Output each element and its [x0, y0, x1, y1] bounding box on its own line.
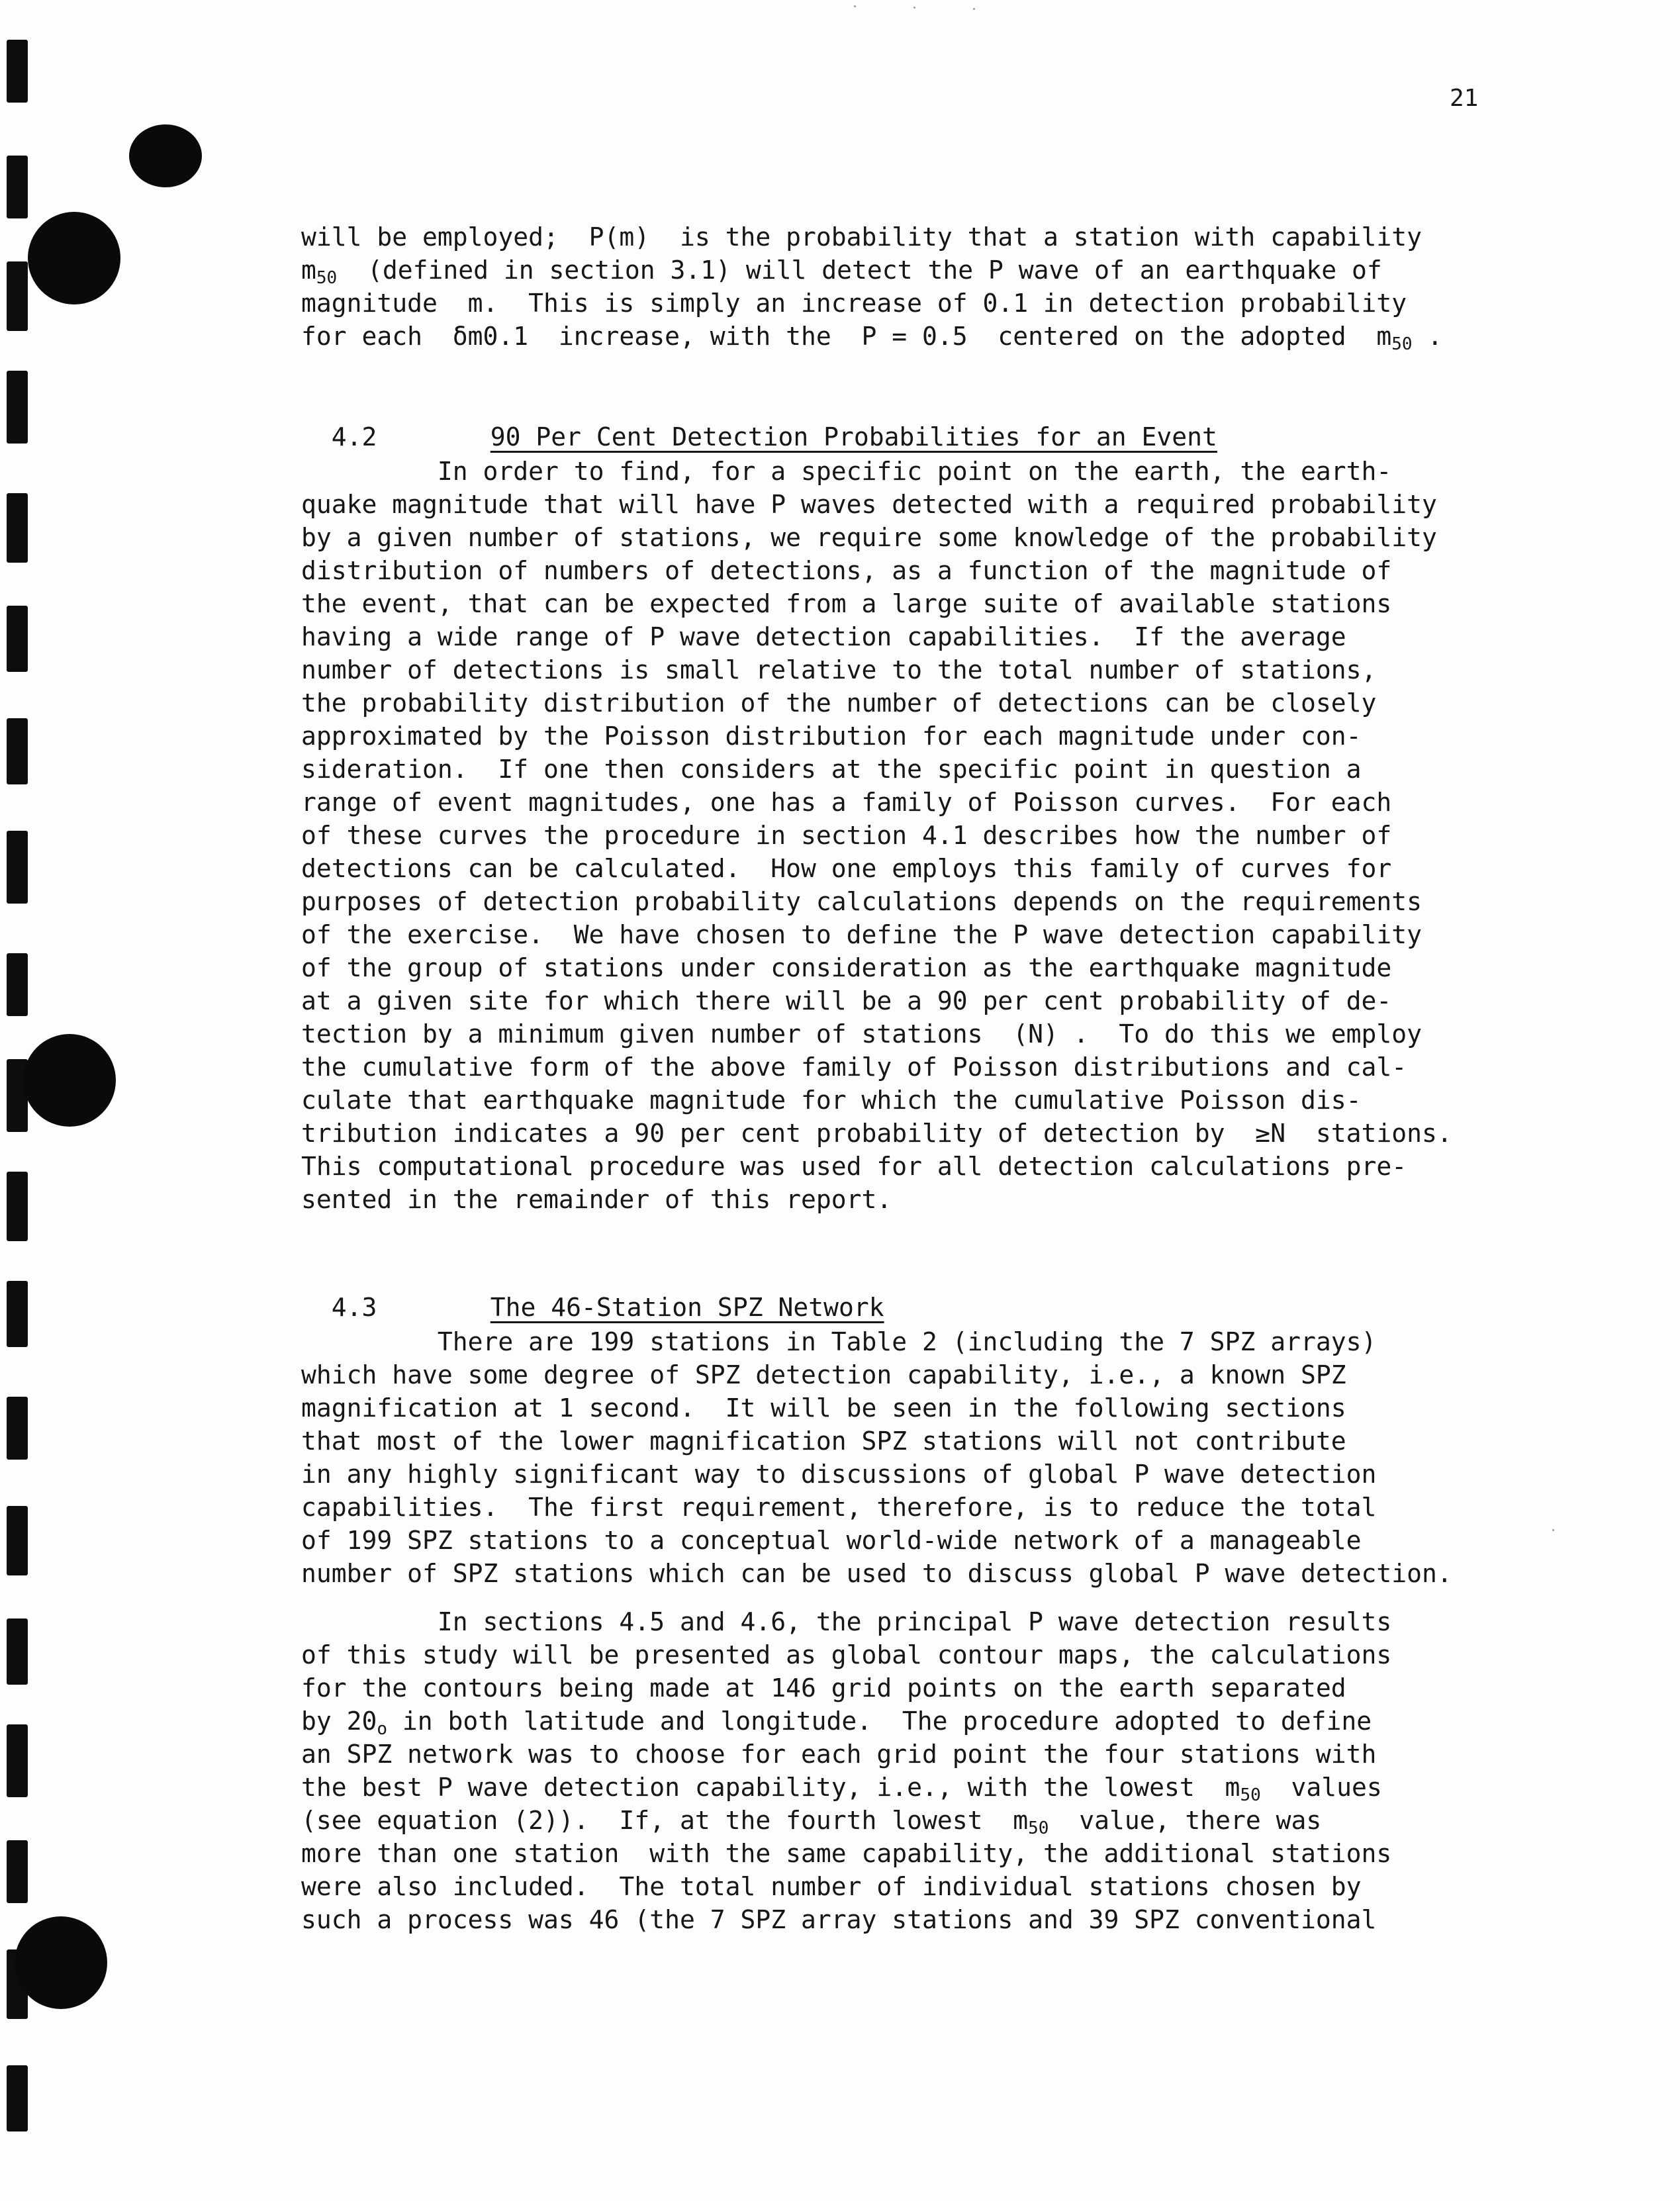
text-line: magnitude m. This is simply an increase of 0.1 in detection probability [301, 289, 1407, 318]
text-line [301, 1804, 1391, 1837]
text-line: sented in the remainder of this report. [301, 1185, 892, 1214]
text-line: of this study will be presented as global contour maps, the calculations [301, 1640, 1392, 1669]
text-line: range of event magnitudes, one has a family of Poisson curves. For each [301, 788, 1392, 817]
text-line: an SPZ network was to choose for each grid point the four stations with [301, 1740, 1377, 1769]
text-line: magnification at 1 second. It will be seen in the following sections [301, 1393, 1346, 1423]
text-line: tribution indicates a 90 per cent probability of detection by ≥N stations. [301, 1119, 1452, 1148]
text-line: having a wide range of P wave detection capabilities. If the average [301, 622, 1346, 651]
text-line: tection by a minimum given number of stations (N) . To do this we employ [301, 1019, 1422, 1049]
text-line: of 199 SPZ stations to a conceptual world-wide network of a manageable [301, 1526, 1362, 1555]
text-line: There are 199 stations in Table 2 (including the 7 SPZ arrays) [301, 1327, 1377, 1356]
section-heading-4-2 [301, 387, 1217, 453]
text-line: of the group of stations under consideration as the earthquake magnitude [301, 953, 1392, 982]
punch-hole [23, 1034, 116, 1127]
text-line: detections can be calculated. How one employs this family of curves for [301, 854, 1392, 883]
text-segment: m [301, 256, 316, 285]
subscript: 50 [316, 268, 338, 288]
text-line: In sections 4.5 and 4.6, the principal P wave detection results [301, 1607, 1392, 1636]
text-line: of the exercise. We have chosen to define the P wave detection capability [301, 920, 1422, 949]
text-line: by a given number of stations, we require some knowledge of the probability [301, 523, 1437, 552]
text-segment: (see equation (2)). If, at the fourth lowest m [301, 1806, 1029, 1835]
text-segment: in both latitude and longitude. The procedure adopted to define [387, 1707, 1372, 1736]
text-line [301, 1705, 1391, 1738]
text-segment: values [1260, 1773, 1382, 1802]
text-line [301, 1771, 1391, 1804]
text-line: the event, that can be expected from a large suite of available stations [301, 589, 1392, 618]
text-line: more than one station with the same capability, the additional stations [301, 1839, 1392, 1868]
text-line: sideration. If one then considers at the specific point in question a [301, 755, 1362, 784]
text-line: such a process was 46 (the 7 SPZ array stations and 39 SPZ conventional [301, 1905, 1377, 1934]
text-line: for the contours being made at 146 grid points on the earth separated [301, 1673, 1346, 1703]
page-number: 21 [1450, 85, 1479, 112]
subscript: 50 [1240, 1785, 1261, 1805]
text-line: culate that earthquake magnitude for which the cumulative Poisson dis- [301, 1086, 1362, 1115]
text-segment: value, there was [1049, 1806, 1322, 1835]
text-line: purposes of detection probability calculations depends on the requirements [301, 887, 1422, 916]
text-line: were also included. The total number of individual stations chosen by [301, 1872, 1362, 1901]
section-number: 4.3 [331, 1293, 377, 1322]
punch-hole [129, 124, 202, 187]
text-line [301, 320, 1442, 353]
text-line: In order to find, for a specific point on the earth, the earth- [301, 457, 1392, 486]
text-line: number of SPZ stations which can be used to discuss global P wave detection. [301, 1559, 1452, 1588]
paragraph-continuation [301, 220, 1442, 353]
text-segment: the best P wave detection capability, i.e., with the lowest m [301, 1773, 1240, 1802]
text-line: the cumulative form of the above family of Poisson distributions and cal- [301, 1053, 1407, 1082]
paragraph-4-2 [301, 455, 1452, 1216]
punch-hole [28, 212, 120, 304]
text-line: This computational procedure was used for all detection calculations pre- [301, 1152, 1407, 1181]
subscript: 50 [1391, 334, 1413, 354]
section-heading-4-3 [301, 1258, 884, 1324]
text-line: of these curves the procedure in section 4.1 describes how the number of [301, 821, 1392, 850]
paragraph-4-3-b [301, 1605, 1391, 1936]
text-line: will be employed; P(m) is the probability that a station with capability [301, 222, 1422, 252]
text-line: which have some degree of SPZ detection capability, i.e., a known SPZ [301, 1360, 1346, 1389]
text-line: the probability distribution of the number of detections can be closely [301, 688, 1377, 718]
text-line: capabilities. The first requirement, therefore, is to reduce the total [301, 1493, 1377, 1522]
subscript: o [377, 1719, 388, 1739]
text-line [301, 254, 1442, 287]
text-line: in any highly significant way to discussions of global P wave detection [301, 1460, 1377, 1489]
text-line: number of detections is small relative to the total number of stations, [301, 655, 1377, 684]
subscript: 50 [1028, 1818, 1049, 1838]
text-segment: (defined in section 3.1) will detect the P wave of an earthquake of [337, 256, 1382, 285]
text-line: quake magnitude that will have P waves detected with a required probability [301, 490, 1437, 519]
section-title: The 46-Station SPZ Network [490, 1293, 884, 1322]
section-title: 90 Per Cent Detection Probabilities for an Event [490, 422, 1217, 451]
text-line: distribution of numbers of detections, as a function of the magnitude of [301, 556, 1392, 585]
section-number: 4.2 [331, 422, 377, 451]
text-segment: for each δm0.1 increase, with the P = 0.5 centered on the adopted m [301, 322, 1392, 351]
text-line: that most of the lower magnification SPZ stations will not contribute [301, 1427, 1346, 1456]
punch-hole [15, 1916, 107, 2009]
text-line: at a given site for which there will be a 90 per cent probability of de- [301, 986, 1392, 1015]
text-line: approximated by the Poisson distribution for each magnitude under con- [301, 722, 1362, 751]
text-segment: by 20 [301, 1707, 377, 1736]
text-segment: . [1412, 322, 1443, 351]
paragraph-4-3-a [301, 1325, 1452, 1590]
